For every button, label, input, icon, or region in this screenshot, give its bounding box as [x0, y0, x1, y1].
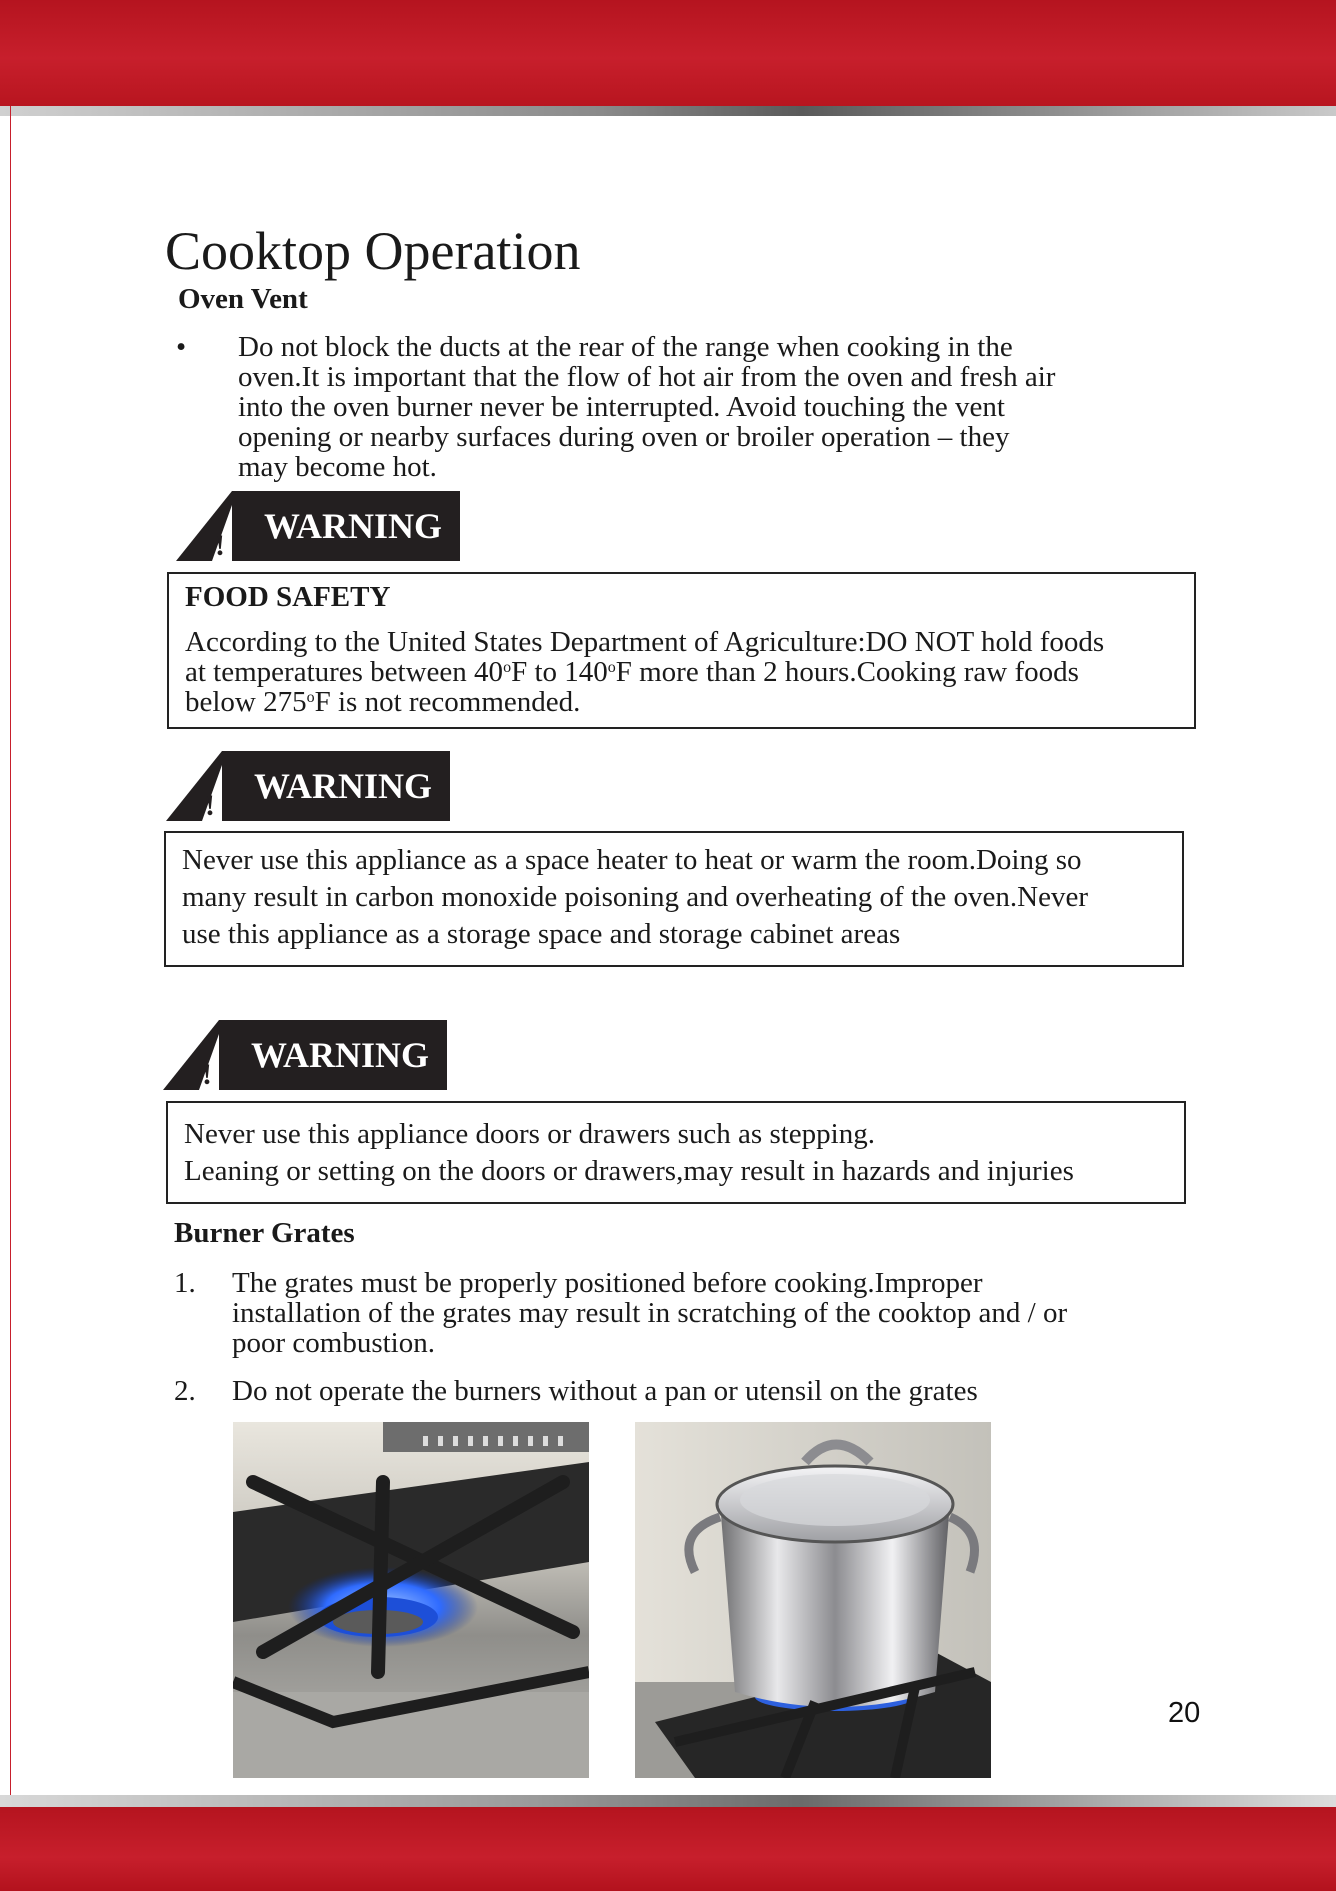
list-item	[174, 1376, 1174, 1406]
text-line: poor combustion.	[232, 1327, 435, 1359]
warning-badge	[166, 751, 450, 821]
text-line: Never use this appliance doors or drawers such as stepping.	[184, 1118, 875, 1150]
oven-vent-text	[238, 332, 1133, 482]
degree-mark: o	[306, 689, 315, 706]
text-line: many result in carbon monoxide poisoning and overheating of the oven.Never	[182, 881, 1089, 913]
text-line: installation of the grates may result in scratching of the cooktop and / or	[232, 1297, 1068, 1329]
text-line: opening or nearby surfaces during oven or broiler operation – they	[238, 421, 1010, 453]
page-edge-line	[10, 106, 11, 1795]
list-number: 2.	[174, 1375, 196, 1407]
warning-exclamation: !	[215, 529, 225, 561]
door-stepping-warning-box	[166, 1101, 1186, 1204]
oven-vent-bullet	[176, 332, 1136, 482]
text-line: oven.It is important that the flow of hot air from the oven and fresh air	[238, 361, 1056, 393]
text-line: Leaning or setting on the doors or drawers,may result in hazards and injuries	[184, 1155, 1074, 1187]
text-line: at temperatures between 40$^o$F to 140$^o$F more than 2 hours.Cooking raw foods	[185, 656, 1079, 688]
list-text	[232, 1376, 978, 1406]
text-line: into the oven burner never be interrupted. Avoid touching the vent	[238, 391, 1005, 423]
list-text	[232, 1268, 1067, 1358]
degree-mark: o	[607, 659, 616, 676]
warning-exclamation: !	[205, 789, 215, 821]
warning-triangle-icon	[163, 1020, 237, 1090]
warning-label: WARNING	[237, 1020, 447, 1090]
list-number: 1.	[174, 1267, 196, 1299]
text-line: use this appliance as a storage space and storage cabinet areas	[182, 918, 901, 950]
warning-triangle-icon	[176, 491, 250, 561]
warning-label: WARNING	[250, 491, 460, 561]
header-band	[0, 0, 1336, 106]
page-title: Cooktop Operation	[165, 221, 581, 281]
header-band-shadow	[0, 106, 1336, 116]
oven-vent-heading: Oven Vent	[178, 283, 308, 315]
text-line: Never use this appliance as a space heater to heat or warm the room.Doing so	[182, 844, 1082, 876]
text-line: The grates must be properly positioned before cooking.Improper	[232, 1267, 983, 1299]
text-line: Do not operate the burners without a pan or utensil on the grates	[232, 1375, 978, 1407]
warning-label: WARNING	[240, 751, 450, 821]
warning-badge	[176, 491, 460, 561]
burner-grates-heading: Burner Grates	[174, 1217, 355, 1249]
pot-on-burner-photo	[635, 1422, 991, 1778]
text-line: According to the United States Department of Agriculture:DO NOT hold foods	[185, 626, 1105, 658]
food-safety-box	[167, 572, 1196, 729]
text-line: below 275$^o$F is not recommended.	[185, 686, 581, 718]
page-number: 20	[1168, 1697, 1201, 1729]
list-item	[174, 1268, 1174, 1358]
footer-band-shadow	[0, 1795, 1336, 1807]
text-line: may become hot.	[238, 451, 437, 483]
warning-triangle-icon	[166, 751, 240, 821]
text-line: Do not block the ducts at the rear of the range when cooking in the	[238, 331, 1013, 363]
space-heater-warning-box	[164, 831, 1184, 967]
footer-band	[0, 1807, 1336, 1891]
warning-exclamation: !	[202, 1058, 212, 1090]
bullet-mark: •	[176, 331, 187, 363]
degree-mark: o	[503, 659, 512, 676]
food-safety-heading: FOOD SAFETY	[185, 581, 391, 613]
burner-flame-photo	[233, 1422, 589, 1778]
warning-badge	[163, 1020, 447, 1090]
